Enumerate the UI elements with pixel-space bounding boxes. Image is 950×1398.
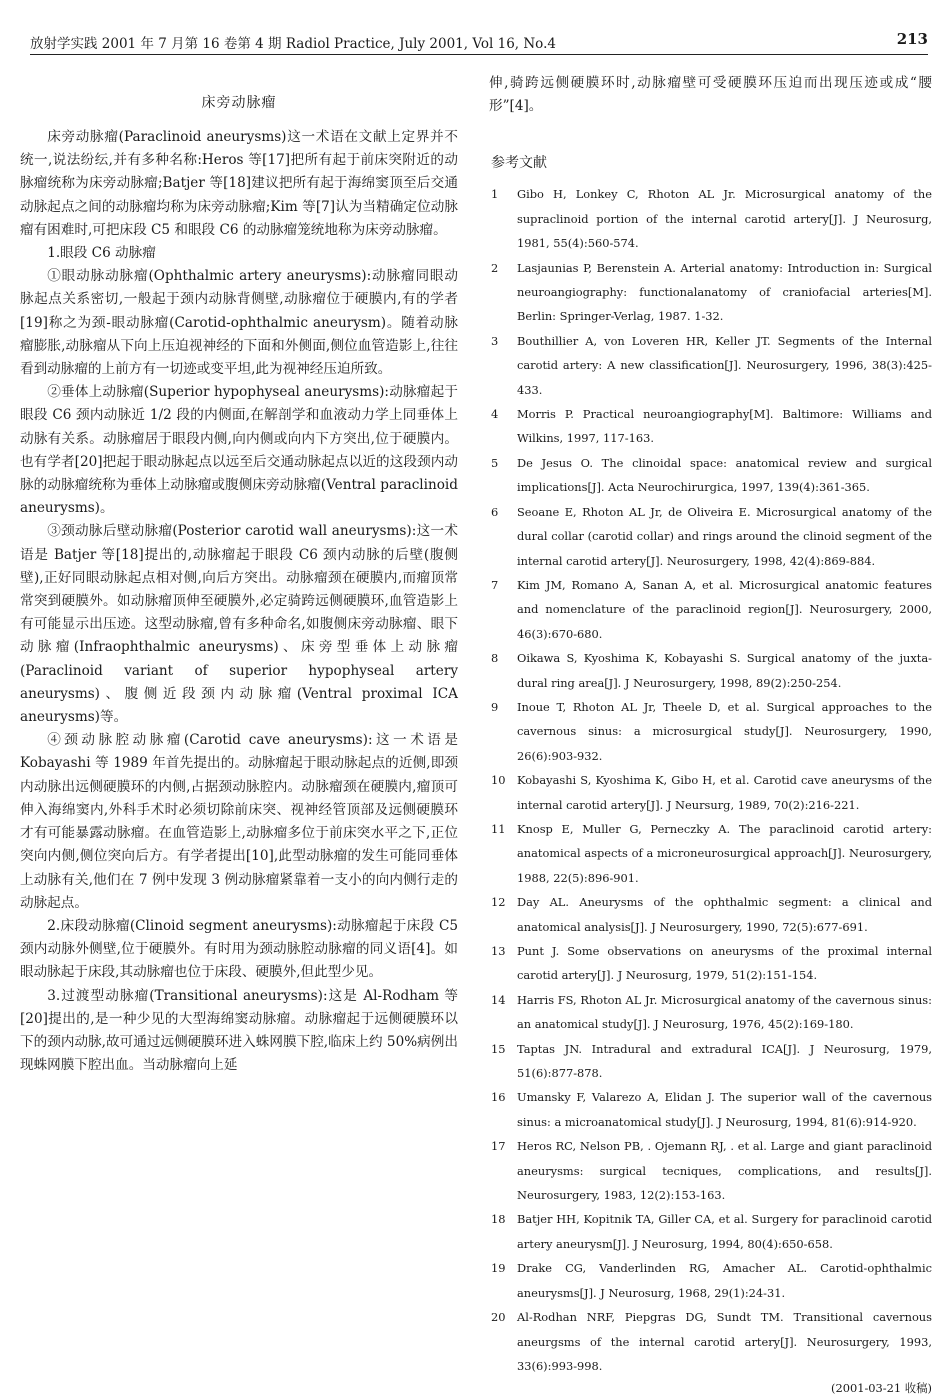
reference-number: 17: [491, 1139, 506, 1154]
reference-item: [489, 1085, 932, 1134]
reference-text: Kobayashi S, Kyoshima K, Gibo H, et al. Carotid cave aneurysms of the internal carotid artery[J]. J Neursurg, 1989, 70(2):216-221.: [517, 773, 932, 812]
reference-number: 20: [491, 1310, 506, 1325]
reference-item: [489, 402, 932, 451]
reference-item: [489, 695, 932, 768]
reference-text: Lasjaunias P, Berenstein A. Arterial anatomy: Introduction in: Surgical neuroangiography: functionalanatomy of craniofacial arteries[M]. Berlin: Springer-Verlag, 1987. 1-32.: [517, 260, 932, 324]
left-column: [20, 72, 458, 1077]
reference-item: [489, 329, 932, 402]
reference-text: Seoane E, Rhoton AL Jr, de Oliveira E. Microsurgical anatomy of the dural collar (carotid collar) and rings around the clinoid segment of the internal carotid artery[J]. Neurosurgery, 1998, 42(4):869-884.: [517, 504, 932, 568]
reference-text: Punt J. Some observations on aneurysms of the proximal internal carotid artery[J]. J Neurosurg, 1979, 51(2):151-154.: [517, 944, 932, 983]
reference-text: Harris FS, Rhoton AL Jr. Microsurgical anatomy of the cavernous sinus: an anatomical study[J]. J Neurosurg, 1976, 45(2):169-180.: [517, 992, 932, 1032]
reference-number: 8: [491, 651, 499, 666]
reference-list: [489, 182, 932, 1378]
reference-number: 7: [491, 577, 499, 592]
reference-number: 16: [491, 1090, 506, 1105]
references-heading: 参考文献: [491, 155, 547, 172]
reference-text: Inoue T, Rhoton AL Jr, Theele D, et al. Surgical approaches to the cavernous sinus: a microsurgical study[J]. Neurosurgery, 1990, 26(6):903-932.: [517, 699, 932, 763]
reference-text: Al-Rodhan NRF, Piepgras DG, Sundt TM. Transitional cavernous aneurgsms of the internal carotid artery[J]. Neurosurgery, 1993, 33(6):993-998.: [517, 1310, 932, 1373]
reference-item: [489, 988, 932, 1037]
reference-text: Taptas JN. Intradural and extradural ICA[J]. J Neurosurg, 1979, 51(6):877-878.: [517, 1041, 932, 1081]
reference-item: [489, 1256, 932, 1305]
body-paragraph: 3.过渡型动脉瘤(Transitional aneurysms):这是 Al-Rodham 等[20]提出的,是一种少见的大型海绵窦动脉瘤。动脉瘤起于远侧硬膜环以下的颈内动脉,故可通过远侧硬膜环进入蛛网膜下腔,临床上约 50%病例出现蛛网膜下腔出血。当动脉瘤向上延: [20, 987, 458, 1074]
reference-item: [489, 256, 932, 329]
received-date: (2001-03-21 收稿): [831, 1381, 932, 1396]
reference-item: [489, 182, 932, 255]
reference-text: Umansky F, Valarezo A, Elidan J. The superior wall of the cavernous sinus: a microanatomical study[J]. J Neurosurg, 1994, 81(6):914-920.: [517, 1090, 932, 1129]
reference-item: [489, 1037, 932, 1086]
subsection-heading: 1.眼段 C6 动脉瘤: [47, 245, 156, 262]
reference-number: 12: [491, 895, 506, 910]
reference-item: [489, 500, 932, 573]
right-column: [489, 72, 932, 1398]
journal-citation: 放射学实践 2001 年 7 月第 16 卷第 4 期 Radiol Practice, July 2001, Vol 16, No.4: [30, 36, 556, 52]
reference-number: 10: [491, 773, 506, 788]
reference-text: Heros RC, Nelson PB, . Ojemann RJ, . et al. Large and giant paraclinoid aneurysms: surgical tecniques, complications, and results[J]. Neurosurgery, 1983, 12(2):153-163.: [517, 1139, 932, 1203]
reference-item: [489, 939, 932, 988]
body-paragraph: 床旁动脉瘤(Paraclinoid aneurysms)这一术语在文献上定界并不统一,说法纷纭,并有多种名称:Heros 等[17]把所有起于前床突附近的动脉瘤统称为床旁动脉瘤;Batjer 等[18]建议把所有起于海绵窦顶至后交通动脉起点之间的动脉瘤均称为床旁动脉瘤;Kim 等[7]认为当精确定位动脉瘤有困难时,可把床段 C5 和眼段 C6 的动脉瘤笼统地称为床旁动脉瘤。: [20, 129, 458, 238]
reference-number: 15: [491, 1041, 506, 1056]
reference-text: Morris P. Practical neuroangiography[M]. Baltimore: Williams and Wilkins, 1997, 117-163.: [517, 407, 932, 446]
reference-number: 11: [491, 821, 506, 836]
reference-text: Oikawa S, Kyoshima K, Kobayashi S. Surgical anatomy of the juxta-dural ring area[J]. J Neurosurgery, 1998, 89(2):250-254.: [517, 651, 932, 690]
reference-number: 19: [491, 1261, 506, 1276]
reference-item: [489, 451, 932, 500]
reference-number: 9: [491, 699, 499, 714]
body-paragraph: 2.床段动脉瘤(Clinoid segment aneurysms):动脉瘤起于床段 C5 颈内动脉外侧壁,位于硬膜外。有时用为颈动脉腔动脉瘤的同义语[4]。如眼动脉起于床段,其动脉瘤也位于床段、硬膜外,但此型少见。: [20, 917, 458, 981]
reference-number: 2: [491, 260, 499, 275]
body-paragraph: ②垂体上动脉瘤(Superior hypophyseal aneurysms):动脉瘤起于眼段 C6 颈内动脉近 1/2 段的内侧面,在解剖学和血液动力学上同垂体上动脉有关系。动脉瘤居于眼段内侧,向内侧或向内下方突出,位于硬膜内。也有学者[20]把起于眼动脉起点以远至后交通动脉起点以近的这段颈内动脉的动脉瘤统称为垂体上动脉瘤或腹侧床旁动脉瘤(Ventral paraclinoid aneurysms)。: [20, 384, 458, 517]
reference-number: 14: [491, 992, 506, 1007]
reference-item: [489, 646, 932, 695]
reference-text: Batjer HH, Kopitnik TA, Giller CA, et al. Surgery for paraclinoid carotid artery aneurysm[J]. J Neurosurg, 1994, 80(4):650-658.: [517, 1212, 932, 1251]
reference-item: [489, 890, 932, 939]
reference-text: Kim JM, Romano A, Sanan A, et al. Microsurgical anatomic features and nomenclature of the paraclinoid region[J]. Neurosurgery, 2000, 46(3):670-680.: [517, 577, 932, 641]
continued-paragraph: 伸,骑跨远侧硬膜环时,动脉瘤壁可受硬膜环压迫而出现压迹或成“腰形”[4]。: [489, 75, 932, 115]
left-column-body: [20, 126, 458, 1077]
reference-item: [489, 1134, 932, 1207]
reference-number: 4: [491, 407, 499, 422]
reference-number: 1: [491, 187, 499, 202]
page-number: 213: [896, 30, 928, 48]
reference-number: 6: [491, 504, 499, 519]
reference-number: 3: [491, 333, 499, 348]
reference-item: [489, 573, 932, 646]
reference-number: 18: [491, 1212, 506, 1227]
reference-text: De Jesus O. The clinoidal space: anatomical review and surgical implications[J]. Acta Neurochirurgica, 1997, 139(4):361-365.: [517, 455, 932, 495]
reference-number: 5: [491, 455, 499, 470]
reference-text: Day AL. Aneurysms of the ophthalmic segment: a clinical and anatomical analysis[J]. J Neurosurgery, 1990, 72(5):677-691.: [517, 895, 932, 934]
body-paragraph: ④颈动脉腔动脉瘤(Carotid cave aneurysms):这一术语是 Kobayashi 等 1989 年首先提出的。动脉瘤起于眼动脉起点的近侧,即颈内动脉出远侧硬膜环的内侧,占据颈动脉腔内。动脉瘤颈在硬膜内,瘤顶可伸入海绵窦内,外科手术时必须切除前床突、视神经管顶部及远侧硬膜环才有可能暴露动脉瘤。在血管造影上,动脉瘤多位于前床突水平之下,正位突向内侧,侧位突向后方。有学者提出[10],此型动脉瘤的发生可能同垂体上动脉有关,他们在 7 例中发现 3 例动脉瘤紧靠着一支小的向内侧行走的动脉起点。: [20, 732, 458, 911]
body-paragraph: ①眼动脉动脉瘤(Ophthalmic artery aneurysms):动脉瘤同眼动脉起点关系密切,一般起于颈内动脉背侧壁,动脉瘤位于硬膜内,有的学者[19]称之为颈-眼动脉瘤(Carotid-ophthalmic aneurysm)。随着动脉瘤膨胀,动脉瘤从下向上压迫视神经的下面和外侧面,侧位血管造影上,往往看到动脉瘤的上前方有一切迹或变平坦,此为视神经压迫所致。: [20, 268, 458, 378]
section-title: 床旁动脉瘤: [201, 95, 277, 111]
reference-item: [489, 1207, 932, 1256]
reference-text: Bouthillier A, von Loveren HR, Keller JT. Segments of the Internal carotid artery: A new classification[J]. Neurosurgery, 1996, 38(3):425-433.: [517, 333, 932, 397]
reference-text: Gibo H, Lonkey C, Rhoton AL Jr. Microsurgical anatomy of the supraclinoid portion of the internal carotid artery[J]. J Neurosurg, 1981, 55(4):560-574.: [517, 187, 932, 251]
body-paragraph: ③颈动脉后壁动脉瘤(Posterior carotid wall aneurysms):这一术语是 Batjer 等[18]提出的,动脉瘤起于眼段 C6 颈内动脉的后壁(腹侧壁),正好同眼动脉起点相对侧,向后方突出。动脉瘤颈在硬膜内,而瘤顶常常突到硬膜外。如动脉瘤顶伸至硬膜外,必定骑跨远侧硬膜环,血管造影上有可能显示出压迹。这型动脉瘤,曾有多种命名,如腹侧床旁动脉瘤、眼下动脉瘤(Infraophthalmic aneurysms)、床旁型垂体上动脉瘤(Paraclinoid variant of superior hypophyseal artery aneurysms)、腹侧近段颈内动脉瘤(Ventral proximal ICA aneurysms)等。: [20, 523, 458, 726]
reference-text: Drake CG, Vanderlinden RG, Amacher AL. Carotid-ophthalmic aneurysms[J]. J Neurosurg, 1968, 29(1):24-31.: [517, 1261, 932, 1300]
reference-number: 13: [491, 944, 506, 958]
reference-text: Knosp E, Muller G, Perneczky A. The paraclinoid carotid artery: anatomical aspects of a microneurosurgical approach[J]. Neurosurgery, 1988, 22(5):896-901.: [517, 821, 932, 885]
running-header: [30, 32, 928, 55]
reference-item: [489, 768, 932, 817]
reference-item: [489, 817, 932, 890]
